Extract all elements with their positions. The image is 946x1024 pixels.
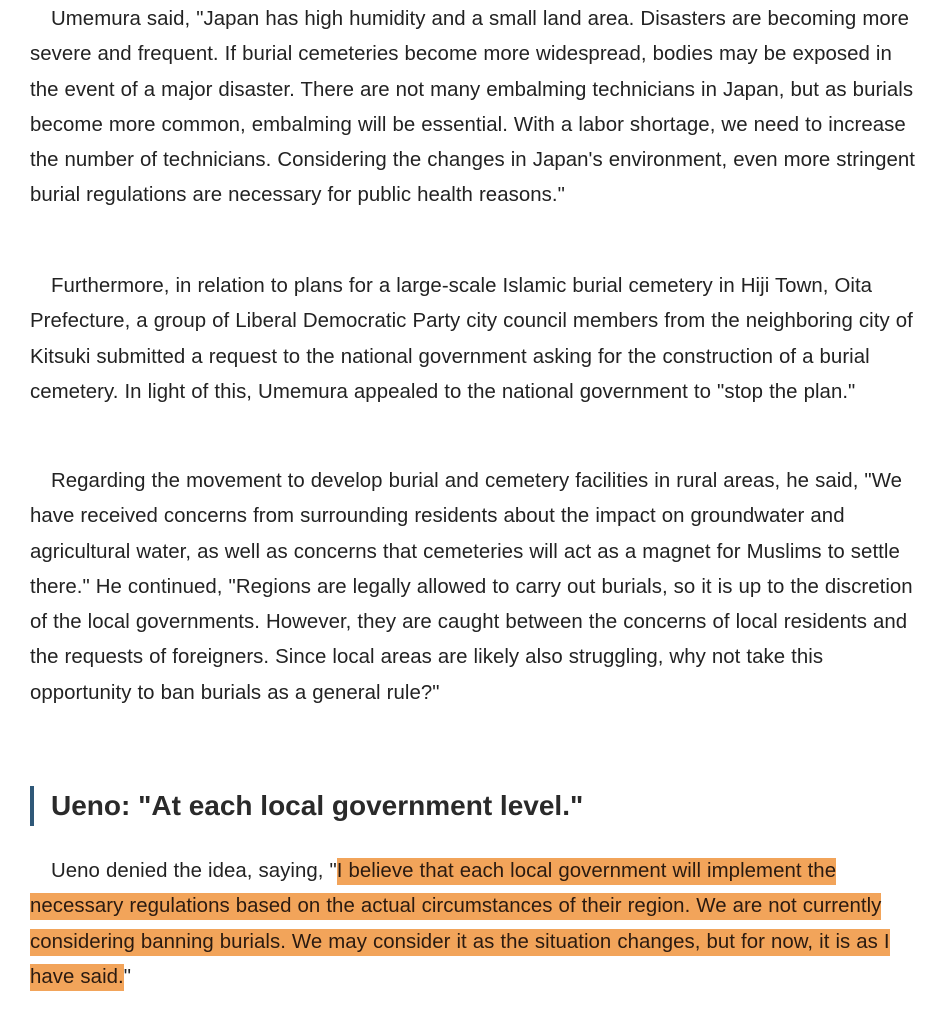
paragraph-umemura-statement: Umemura said, "Japan has high humidity and a small land area. Disasters are becoming more severe and frequent. If burial cemeteries become more widespread, bodies may be exposed in the event of a major disaster. There are not many embalming technicians in Japan, but as burials become more common, embalming will be essential. With a labor shortage, we need to increase the number of technicians. Considering the changes in Japan's environment, even more stringent burial regulations are necessary for public health reasons." bbox=[30, 8, 915, 207]
paragraph-rural-burial-concerns: Regarding the movement to develop burial and cemetery facilities in rural areas, he said, "We have received concerns from surrounding residents about the impact on groundwater and agricultural water, as well as concerns that cemeteries will act as a magnet for Muslims to settle there." He continued, "Regions are legally allowed to carry out burials, so it is up to the discretion of the local governments. However, they are caught between the concerns of local residents and the requests of foreigners. Since local areas are likely also struggling, why not take this opportunity to ban burials as a general rule?" bbox=[30, 470, 913, 704]
highlighted-quote[interactable]: I believe that each local government will implement the necessary regulations based on the actual circumstances of their region. We are not currently considering banning burials. We may consider it as the situation changes, but for now, it is as I have said. bbox=[30, 858, 890, 991]
quote-lead-text: Ueno denied the idea, saying, " bbox=[51, 860, 337, 882]
paragraph-ueno-response bbox=[30, 854, 920, 995]
quote-closing-mark: " bbox=[123, 965, 132, 988]
section-heading: Ueno: "At each local government level." bbox=[30, 786, 931, 826]
paragraph-hiji-town-plan: Furthermore, in relation to plans for a large-scale Islamic burial cemetery in Hiji Town, Oita Prefecture, a group of Liberal Democratic Party city council members from the neighboring city of Kitsuki submitted a request to the national government asking for the construction of a burial cemetery. In light of this, Umemura appealed to the national government to "stop the plan." bbox=[30, 275, 913, 403]
